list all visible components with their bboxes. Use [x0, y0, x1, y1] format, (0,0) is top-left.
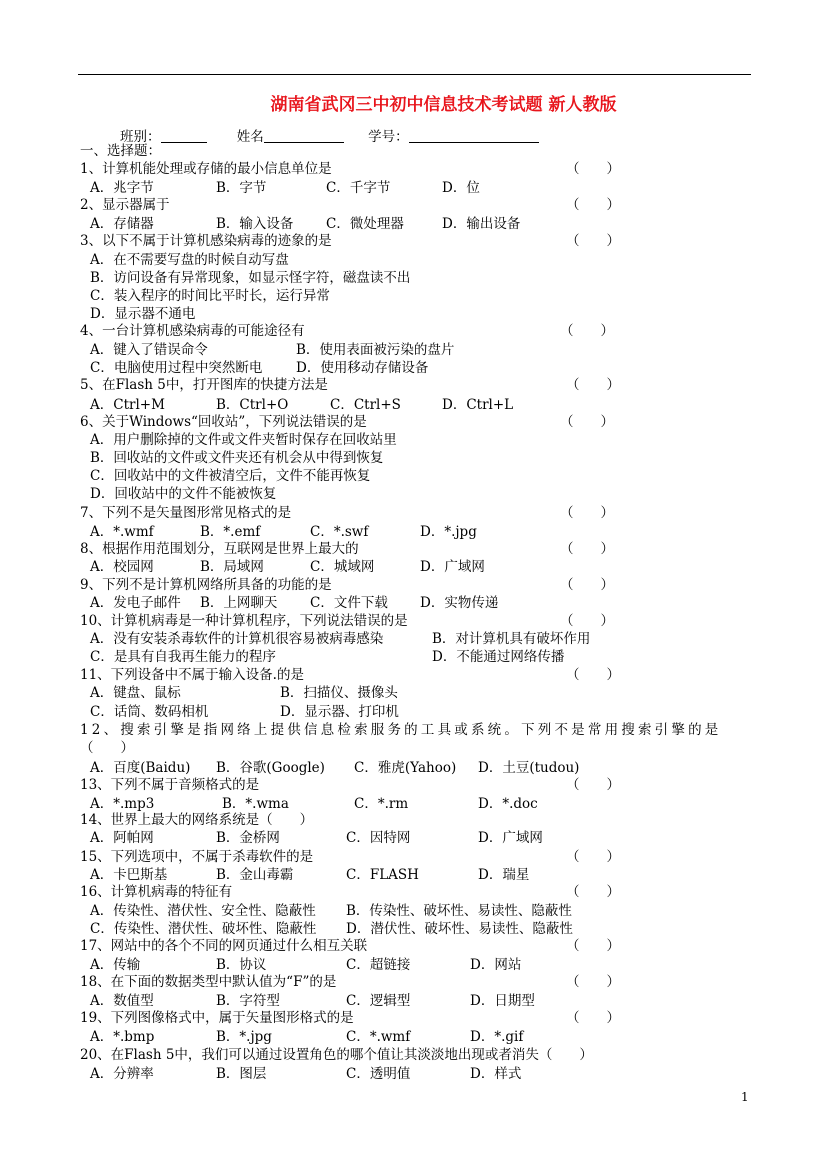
- answer-option: D．实物传递: [420, 595, 499, 611]
- answer-option: D．使用移动存储设备: [296, 360, 429, 376]
- answer-option: A．Ctrl+M: [90, 397, 165, 413]
- answer-blank: （ ）: [566, 1010, 620, 1026]
- answer-blank: （ ）: [566, 667, 620, 683]
- answer-blank: （ ）: [566, 884, 620, 900]
- answer-option: B．字符型: [216, 993, 280, 1009]
- question-text: 13、下列不属于音频格式的是: [80, 777, 260, 793]
- answer-option: C．传染性、潜伏性、破坏性、隐蔽性: [90, 921, 317, 937]
- answer-blank: （ ）: [566, 777, 620, 793]
- answer-option: C．雅虎(Yahoo): [354, 760, 457, 776]
- name-label: 姓名: [236, 129, 264, 145]
- question-text: 15、下列选项中，不属于杀毒软件的是: [80, 849, 314, 865]
- answer-blank: （ ）: [560, 505, 614, 521]
- answer-option: B．Ctrl+O: [216, 397, 289, 413]
- class-label: 班别：: [120, 129, 161, 145]
- id-label: 学号：: [368, 129, 409, 145]
- answer-option: D．输出设备: [442, 216, 521, 232]
- question-text: 1、计算机能处理或存储的最小信息单位是: [80, 161, 332, 177]
- answer-option: D．*.jpg: [420, 524, 477, 540]
- answer-blank: （ ）: [560, 577, 614, 593]
- answer-option: B．金桥网: [216, 830, 280, 846]
- page-title: 湖南省武冈三中初中信息技术考试题 新人教版: [270, 95, 617, 115]
- question-text: 14、世界上最大的网络系统是（ ）: [80, 812, 314, 828]
- answer-option: C．透明值: [346, 1066, 411, 1082]
- answer-option: A．*.mp3: [90, 796, 155, 812]
- answer-option: C．微处理器: [326, 216, 404, 232]
- question-text: 11、下列设备中不属于输入设备.的是: [80, 667, 304, 683]
- answer-option: D．土豆(tudou): [478, 760, 580, 776]
- answer-option: A．*.bmp: [90, 1029, 155, 1045]
- answer-option: A．卡巴斯基: [90, 867, 168, 883]
- question-text: 3、以下不属于计算机感染病毒的迹象的是: [80, 233, 332, 249]
- answer-option: B．*.emf: [200, 524, 261, 540]
- answer-option: D．广域网: [478, 830, 543, 846]
- name-blank: [264, 128, 344, 143]
- class-blank: [161, 128, 207, 143]
- answer-option: A．存储器: [90, 216, 154, 232]
- question-text: 6、关于Windows“回收站”，下列说法错误的是: [80, 414, 367, 430]
- answer-option: C．千字节: [326, 180, 391, 196]
- question-text: 20、在Flash 5中，我们可以通过设置角色的哪个值让其淡淡地出现或者消失（ ）: [80, 1047, 593, 1063]
- answer-option: A．键入了错误命令: [90, 342, 208, 358]
- answer-option: A．分辨率: [90, 1066, 154, 1082]
- answer-option: B．字节: [216, 180, 267, 196]
- answer-option: D．潜伏性、破坏性、易读性、隐蔽性: [346, 921, 573, 937]
- answer-option: C．超链接: [346, 957, 411, 973]
- question-text: 16、计算机病毒的特征有: [80, 884, 233, 900]
- answer-blank: （ ）: [566, 938, 620, 954]
- answer-blank: （ ）: [566, 377, 620, 393]
- answer-option: B．金山毒霸: [216, 867, 294, 883]
- answer-option: C．城域网: [310, 559, 375, 575]
- answer-blank: （ ）: [566, 974, 620, 990]
- answer-option: D．显示器、打印机: [280, 704, 399, 720]
- page-number: 1: [741, 1090, 749, 1104]
- answer-option: C．*.wmf: [346, 1029, 411, 1045]
- answer-option: A．没有安装杀毒软件的计算机很容易被病毒感染: [90, 631, 384, 647]
- answer-option: A．传染性、潜伏性、安全性、隐蔽性: [90, 903, 316, 919]
- answer-option: D．*.gif: [470, 1029, 524, 1045]
- answer-option: D．*.doc: [478, 796, 538, 812]
- answer-option: A．百度(Baidu): [90, 760, 191, 776]
- question-text: 7、下列不是矢量图形常见格式的是: [80, 505, 292, 521]
- answer-option: C．话筒、数码相机: [90, 704, 209, 720]
- answer-option: B．传染性、破坏性、易读性、隐蔽性: [346, 903, 572, 919]
- question-text: 19、下列图像格式中，属于矢量图形格式的是: [80, 1010, 354, 1026]
- answer-option: C．因特网: [346, 830, 411, 846]
- answer-option: D．Ctrl+L: [442, 397, 514, 413]
- answer-option: C．*.swf: [310, 524, 369, 540]
- answer-option: D．广域网: [420, 559, 485, 575]
- answer-option: C．FLASH: [346, 867, 419, 883]
- answer-option: B．回收站的文件或文件夹还有机会从中得到恢复: [90, 450, 384, 466]
- question-text: 4、一台计算机感染病毒的可能途径有: [80, 323, 305, 339]
- answer-option: A．校园网: [90, 559, 154, 575]
- answer-option: C．是具有自我再生能力的程序: [90, 649, 276, 665]
- answer-option: C．回收站中的文件被清空后，文件不能再恢复: [90, 468, 371, 484]
- answer-option: A．发电子邮件: [90, 595, 181, 611]
- question-text: 8、根据作用范围划分，互联网是世界上最大的: [80, 541, 359, 557]
- answer-option: D．位: [442, 180, 480, 196]
- answer-blank: （ ）: [560, 323, 614, 339]
- answer-option: D．样式: [470, 1066, 522, 1082]
- answer-option: D．网站: [470, 957, 522, 973]
- answer-option: B．谷歌(Google): [216, 760, 325, 776]
- answer-option: A．数值型: [90, 993, 154, 1009]
- answer-blank: （ ）: [566, 197, 620, 213]
- answer-option: D．瑞星: [478, 867, 530, 883]
- answer-option: A．传输: [90, 957, 141, 973]
- section-heading: 一、选择题：: [80, 143, 161, 159]
- question-text-continued: （ ）: [80, 740, 134, 756]
- header-rule: [78, 74, 751, 75]
- answer-option: B．访问设备有异常现象，如显示怪字符，磁盘读不出: [90, 270, 411, 286]
- answer-option: B．上网聊天: [200, 595, 278, 611]
- answer-option: C．文件下载: [310, 595, 388, 611]
- answer-option: D．不能通过网络传播: [432, 649, 565, 665]
- answer-option: B．使用表面被污染的盘片: [296, 342, 455, 358]
- answer-option: C．电脑使用过程中突然断电: [90, 360, 263, 376]
- answer-option: B．局域网: [200, 559, 264, 575]
- student-info: [120, 125, 539, 145]
- answer-option: C．逻辑型: [346, 993, 411, 1009]
- answer-option: C．装入程序的时间比平时长，运行异常: [90, 288, 330, 304]
- answer-blank: （ ）: [560, 541, 614, 557]
- answer-option: B．扫描仪、摄像头: [280, 685, 398, 701]
- answer-option: D．回收站中的文件不能被恢复: [90, 486, 277, 502]
- answer-option: A．兆字节: [90, 180, 154, 196]
- id-blank: [409, 128, 539, 143]
- answer-blank: （ ）: [566, 233, 620, 249]
- answer-blank: （ ）: [560, 613, 614, 629]
- answer-option: B．图层: [216, 1066, 267, 1082]
- answer-option: B．*.jpg: [216, 1029, 272, 1045]
- answer-option: C．*.rm: [354, 796, 409, 812]
- answer-blank: （ ）: [566, 849, 620, 865]
- question-text: 9、下列不是计算机网络所具备的功能的是: [80, 577, 332, 593]
- answer-option: B．对计算机具有破坏作用: [432, 631, 591, 647]
- answer-option: D．日期型: [470, 993, 535, 1009]
- answer-option: A．*.wmf: [90, 524, 154, 540]
- answer-option: D．显示器不通电: [90, 306, 196, 322]
- answer-option: A．用户删除掉的文件或文件夹暂时保存在回收站里: [90, 432, 397, 448]
- answer-blank: （ ）: [560, 414, 614, 430]
- question-text: 17、网站中的各个不同的网页通过什么相互关联: [80, 938, 368, 954]
- answer-blank: （ ）: [566, 161, 620, 177]
- question-text: 12、搜索引擎是指网络上提供信息检索服务的工具或系统。下列不是常用搜索引擎的是: [80, 722, 722, 738]
- question-text: 2、显示器属于: [80, 197, 170, 213]
- answer-option: A．阿帕网: [90, 830, 154, 846]
- answer-option: C．Ctrl+S: [330, 397, 401, 413]
- answer-option: B．输入设备: [216, 216, 294, 232]
- answer-option: A．键盘、鼠标: [90, 685, 181, 701]
- answer-option: B．协议: [216, 957, 267, 973]
- answer-option: B．*.wma: [222, 796, 289, 812]
- question-text: 5、在Flash 5中，打开图库的快捷方法是: [80, 377, 328, 393]
- question-text: 10、计算机病毒是一种计算机程序，下列说法错误的是: [80, 613, 408, 629]
- answer-option: A．在不需要写盘的时候自动写盘: [90, 252, 289, 268]
- question-text: 18、在下面的数据类型中默认值为“F”的是: [80, 974, 337, 990]
